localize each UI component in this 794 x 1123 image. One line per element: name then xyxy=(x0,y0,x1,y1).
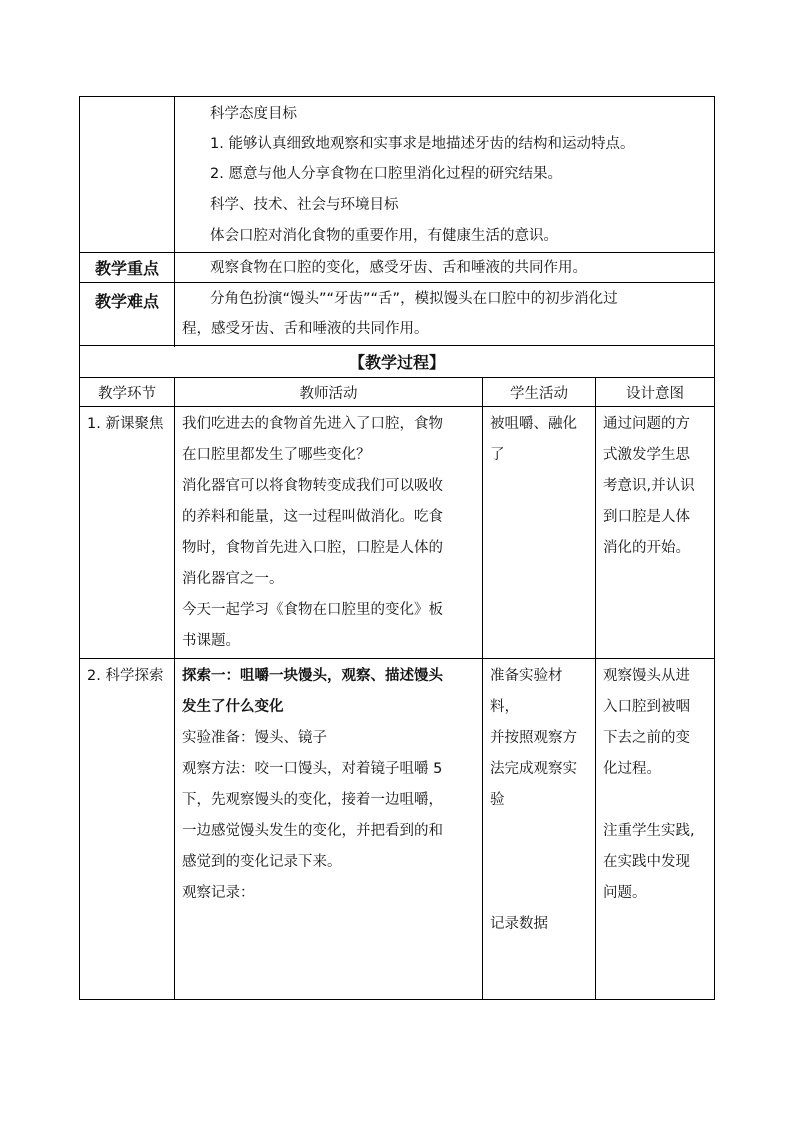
intent-line: 消化的开始。 xyxy=(603,540,690,556)
header-design-intent: 设计意图 xyxy=(626,385,684,402)
student-line: 验 xyxy=(490,792,505,808)
teacher-line: 消化器官之一。 xyxy=(182,571,284,587)
teacher-line: 书课题。 xyxy=(182,633,240,649)
objectives-row xyxy=(80,97,714,253)
design-intent-cell xyxy=(596,407,714,658)
difficulty-row xyxy=(80,283,714,347)
teacher-line: 观察记录： xyxy=(182,885,255,901)
teacher-line: 观察方法：咬一口馒头，对着镜子咀嚼 5 xyxy=(182,761,443,777)
header-stage: 教学环节 xyxy=(80,378,175,406)
key-point-cell xyxy=(175,253,714,282)
teacher-line: 今天一起学习《食物在口腔里的变化》板 xyxy=(182,602,443,618)
difficulty-label: 教学难点 xyxy=(80,283,175,347)
intent-line: 注重学生实践, xyxy=(603,823,695,839)
teacher-line: 消化器官可以将食物转变成我们可以吸收 xyxy=(182,478,443,494)
header-student-activity: 学生活动 xyxy=(483,378,596,406)
spacer xyxy=(603,785,710,816)
intent-line: 化过程。 xyxy=(603,761,661,777)
difficulty-cell xyxy=(175,283,714,347)
teacher-activity-cell xyxy=(175,407,483,658)
difficulty-text-line1: 分角色扮演“馒头”“牙齿”“舌”，模拟馒头在口腔中的初步消化过 xyxy=(210,291,618,307)
intent-line: 入口腔到被咽 xyxy=(603,699,690,715)
design-intent-cell xyxy=(596,659,714,1000)
student-line: 法完成观察实 xyxy=(490,761,577,777)
intent-line: 式激发学生思 xyxy=(603,447,690,463)
teacher-line: 我们吃进去的食物首先进入了口腔，食物 xyxy=(182,416,443,432)
intent-line: 通过问题的方 xyxy=(603,416,690,432)
table-row xyxy=(80,659,714,1000)
objectives-table xyxy=(79,96,715,346)
teacher-activity-cell xyxy=(175,659,483,1000)
difficulty-text-line2: 程，感受牙齿、舌和唾液的共同作用。 xyxy=(182,321,429,337)
objectives-label-cell xyxy=(80,97,175,252)
intent-line: 问题。 xyxy=(603,885,647,901)
table-row xyxy=(80,407,714,659)
stage-cell xyxy=(80,659,175,1000)
stage-label: 1. 新课聚焦 xyxy=(87,416,164,432)
student-line: 记录数据 xyxy=(490,916,548,932)
teacher-line: 在口腔里都发生了哪些变化？ xyxy=(182,447,371,463)
student-line: 被咀嚼、融化 xyxy=(490,416,577,432)
teacher-line: 实验准备：馒头、镜子 xyxy=(182,730,327,746)
header-teacher-activity: 教师活动 xyxy=(175,378,483,406)
stage-label: 2. 科学探索 xyxy=(87,668,164,684)
objectives-cell xyxy=(175,97,714,252)
key-point-label: 教学重点 xyxy=(80,253,175,282)
intent-line: 到口腔是人体 xyxy=(603,509,690,525)
teacher-line: 一边感觉馒头发生的变化，并把看到的和 xyxy=(182,823,443,839)
intent-line: 下去之前的变 xyxy=(603,730,690,746)
exploration-heading: 探索一：咀嚼一块馒头，观察、描述馒头 xyxy=(182,668,443,684)
student-line: 并按照观察方 xyxy=(490,730,577,746)
key-point-row xyxy=(80,253,714,283)
student-line: 了 xyxy=(490,447,505,463)
stage-cell xyxy=(80,407,175,658)
intent-line: 在实践中发现 xyxy=(603,854,690,870)
teacher-line: 物时，食物首先进入口腔，口腔是人体的 xyxy=(182,540,443,556)
student-activity-cell xyxy=(483,407,596,658)
student-activity-cell xyxy=(483,659,596,1000)
objective-line: 科学态度目标 xyxy=(210,106,297,122)
key-point-text: 观察食物在口腔的变化，感受牙齿、舌和唾液的共同作用。 xyxy=(210,260,587,276)
objective-line: 体会口腔对消化食物的重要作用，有健康生活的意识。 xyxy=(210,228,558,244)
intent-line: 观察馒头从进 xyxy=(603,668,690,684)
exploration-heading: 发生了什么变化 xyxy=(182,699,284,715)
teacher-line: 感觉到的变化记录下来。 xyxy=(182,854,342,870)
objective-line: 1. 能够认真细致地观察和实事求是地描述牙齿的结构和运动特点。 xyxy=(210,136,635,152)
student-line: 准备实验材料， xyxy=(490,668,563,715)
process-title: 【教学过程】 xyxy=(80,346,714,378)
teacher-line: 下，先观察馒头的变化，接着一边咀嚼， xyxy=(182,792,443,808)
teaching-process-table xyxy=(79,346,715,1000)
process-header-row xyxy=(80,378,714,407)
intent-line: 考意识,并认识 xyxy=(603,478,695,494)
teacher-line: 的养料和能量，这一过程叫做消化。吃食 xyxy=(182,509,443,525)
objective-line: 2. 愿意与他人分享食物在口腔里消化过程的研究结果。 xyxy=(210,166,562,182)
objective-line: 科学、技术、社会与环境目标 xyxy=(210,197,399,213)
